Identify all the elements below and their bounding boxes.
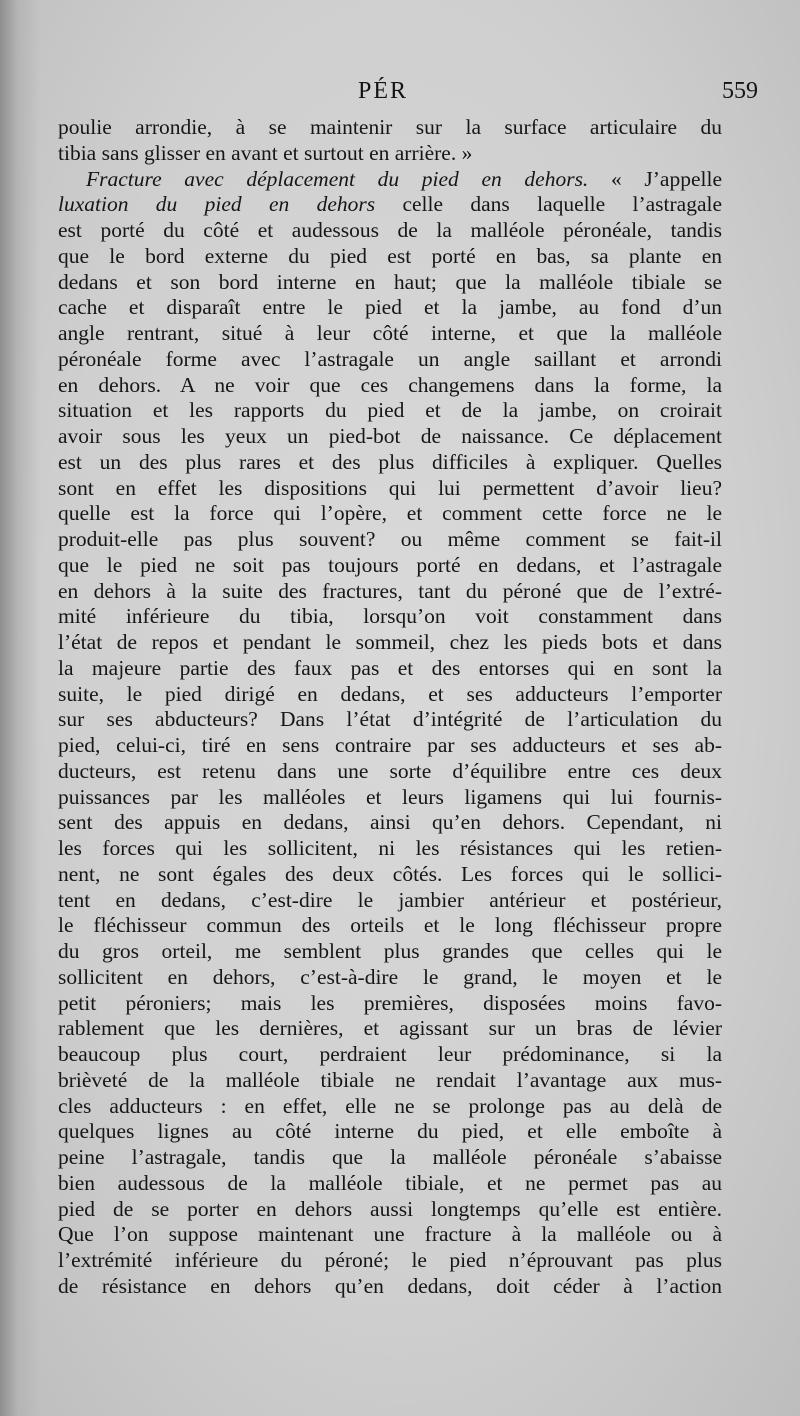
text-line <box>58 707 722 733</box>
text-segment: Que l’on suppose maintenant une fracture à la malléole ou à <box>58 1222 722 1247</box>
text-segment: nent, ne sont égales des deux côtés. Les forces qui le sollici- <box>58 861 722 886</box>
text-line <box>58 295 722 321</box>
text-segment: l’extrémité inférieure du péroné; le pied n’éprouvant pas plus <box>58 1248 722 1272</box>
text-segment: quelques lignes au côté interne du pied, et elle emboîte à <box>58 1119 722 1144</box>
text-segment: peine l’astragale, tandis que la malléole péronéale s’abaisse <box>58 1145 722 1169</box>
text-segment: cache et disparaît entre le pied et la jambe, au fond d’un <box>58 295 722 320</box>
body-text <box>58 115 722 1300</box>
text-line <box>58 553 722 579</box>
text-segment: l’état de repos et pendant le sommeil, chez les pieds bots et dans <box>58 630 722 654</box>
text-line <box>58 321 722 347</box>
text-line <box>58 218 722 244</box>
text-line <box>58 167 722 193</box>
italic-text-segment: Fracture avec déplacement du pied en dehors. <box>86 166 589 191</box>
text-line <box>58 913 722 939</box>
text-segment: mité inférieure du tibia, lorsqu’on voit constamment dans <box>58 604 722 629</box>
text-line <box>58 1222 722 1248</box>
text-segment: sollicitent en dehors, c’est-à-dire le grand, le moyen et le <box>58 964 722 989</box>
text-line <box>58 424 722 450</box>
text-segment: beaucoup plus court, perdraient leur prédominance, si la <box>58 1042 722 1066</box>
text-segment: suite, le pied dirigé en dedans, et ses adducteurs l’emporter <box>58 681 722 706</box>
text-line <box>58 1145 722 1171</box>
text-line <box>58 656 722 682</box>
text-segment: tibia sans glisser en avant et surtout en arrière. » <box>58 140 473 165</box>
text-segment: situation et les rapports du pied et de la jambe, on croirait <box>58 398 722 423</box>
text-line <box>58 836 722 862</box>
text-segment: en dehors à la suite des fractures, tant du péroné que de l’extré- <box>58 578 722 603</box>
text-line <box>58 192 722 218</box>
text-segment: pied de se porter en dehors aussi longtemps qu’elle est entière. <box>58 1196 722 1221</box>
text-line <box>58 991 722 1017</box>
text-line <box>58 810 722 836</box>
text-segment: dedans et son bord interne en haut; que la malléole tibiale se <box>58 269 722 294</box>
text-segment: en dehors. A ne voir que ces changemens dans la forme, la <box>58 372 722 397</box>
text-line <box>58 1274 722 1300</box>
text-line <box>58 733 722 759</box>
text-segment: puissances par les malléoles et leurs ligamens qui lui fournis- <box>58 784 722 809</box>
text-segment: est un des plus rares et des plus difficiles à expliquer. Quelles <box>58 449 722 474</box>
text-segment: quelle est la force qui l’opère, et comment cette force ne le <box>58 501 722 526</box>
page-number: 559 <box>722 78 758 104</box>
text-segment: brièveté de la malléole tibiale ne rendait l’avantage aux mus- <box>58 1067 722 1092</box>
text-segment: ducteurs, est retenu dans une sorte d’équilibre entre ces deux <box>58 758 722 783</box>
text-segment: « J’appelle <box>588 166 722 191</box>
text-line <box>58 862 722 888</box>
text-segment: angle rentrant, situé à leur côté interne, et que la malléole <box>58 321 722 345</box>
text-segment: celle dans laquelle l’astragale <box>375 192 722 217</box>
text-line <box>58 115 722 141</box>
text-segment: la majeure partie des faux pas et des entorses qui en sont la <box>58 655 722 680</box>
text-segment: produit-elle pas plus souvent? ou même comment se fait-il <box>58 527 722 551</box>
text-line <box>58 682 722 708</box>
text-line <box>58 398 722 424</box>
running-head: PÉR <box>358 78 409 104</box>
text-line <box>58 759 722 785</box>
text-line <box>58 347 722 373</box>
text-segment: avoir sous les yeux un pied-bot de naissance. Ce déplacement <box>58 424 722 448</box>
text-line <box>58 1197 722 1223</box>
text-line <box>58 527 722 553</box>
text-segment: petit péroniers; mais les premières, disposées moins favo- <box>58 990 722 1015</box>
text-segment: du gros orteil, me semblent plus grandes que celles qui le <box>58 939 722 963</box>
text-line <box>58 501 722 527</box>
text-line <box>58 1016 722 1042</box>
text-line <box>58 373 722 399</box>
text-segment: tent en dedans, c’est-dire le jambier antérieur et postérieur, <box>58 887 722 912</box>
page-header <box>58 78 780 112</box>
text-segment: bien audessous de la malléole tibiale, et ne permet pas au <box>58 1170 722 1195</box>
text-segment: sur ses abducteurs? Dans l’état d’intégrité de l’articulation du <box>58 707 722 732</box>
text-segment: péronéale forme avec l’astragale un angle saillant et arrondi <box>58 346 722 371</box>
text-segment: sont en effet les dispositions qui lui permettent d’avoir lieu? <box>58 475 722 500</box>
text-line <box>58 888 722 914</box>
text-line <box>58 1171 722 1197</box>
text-line <box>58 579 722 605</box>
text-segment: est porté du côté et audessous de la malléole péronéale, tandis <box>58 218 722 242</box>
text-segment: que le pied ne soit pas toujours porté en dedans, et l’astragale <box>58 552 722 577</box>
text-line <box>58 630 722 656</box>
text-segment: pied, celui-ci, tiré en sens contraire par ses adducteurs et ses ab- <box>58 733 722 757</box>
italic-text-segment: luxation du pied en dehors <box>58 192 376 217</box>
text-segment: poulie arrondie, à se maintenir sur la surface articulaire du <box>58 115 722 139</box>
text-segment: cles adducteurs : en effet, elle ne se prolonge pas au delà de <box>58 1093 722 1118</box>
text-line <box>58 1094 722 1120</box>
text-line <box>58 450 722 476</box>
text-line <box>58 141 722 167</box>
text-line <box>58 1248 722 1274</box>
text-line <box>58 604 722 630</box>
text-line <box>58 785 722 811</box>
text-segment: le fléchisseur commun des orteils et le long fléchisseur propre <box>58 913 722 938</box>
text-segment: sent des appuis en dedans, ainsi qu’en dehors. Cependant, ni <box>58 810 722 835</box>
text-segment: que le bord externe du pied est porté en bas, sa plante en <box>58 243 722 268</box>
text-line <box>58 244 722 270</box>
text-segment: rablement que les dernières, et agissant sur un bras de lévier <box>58 1016 722 1041</box>
text-line <box>58 270 722 296</box>
text-line <box>58 965 722 991</box>
text-line <box>58 1068 722 1094</box>
text-line <box>58 476 722 502</box>
text-line <box>58 939 722 965</box>
text-line <box>58 1119 722 1145</box>
text-segment: les forces qui les sollicitent, ni les résistances qui les retien- <box>58 836 722 860</box>
text-segment: de résistance en dehors qu’en dedans, doit céder à l’action <box>58 1273 722 1298</box>
text-line <box>58 1042 722 1068</box>
